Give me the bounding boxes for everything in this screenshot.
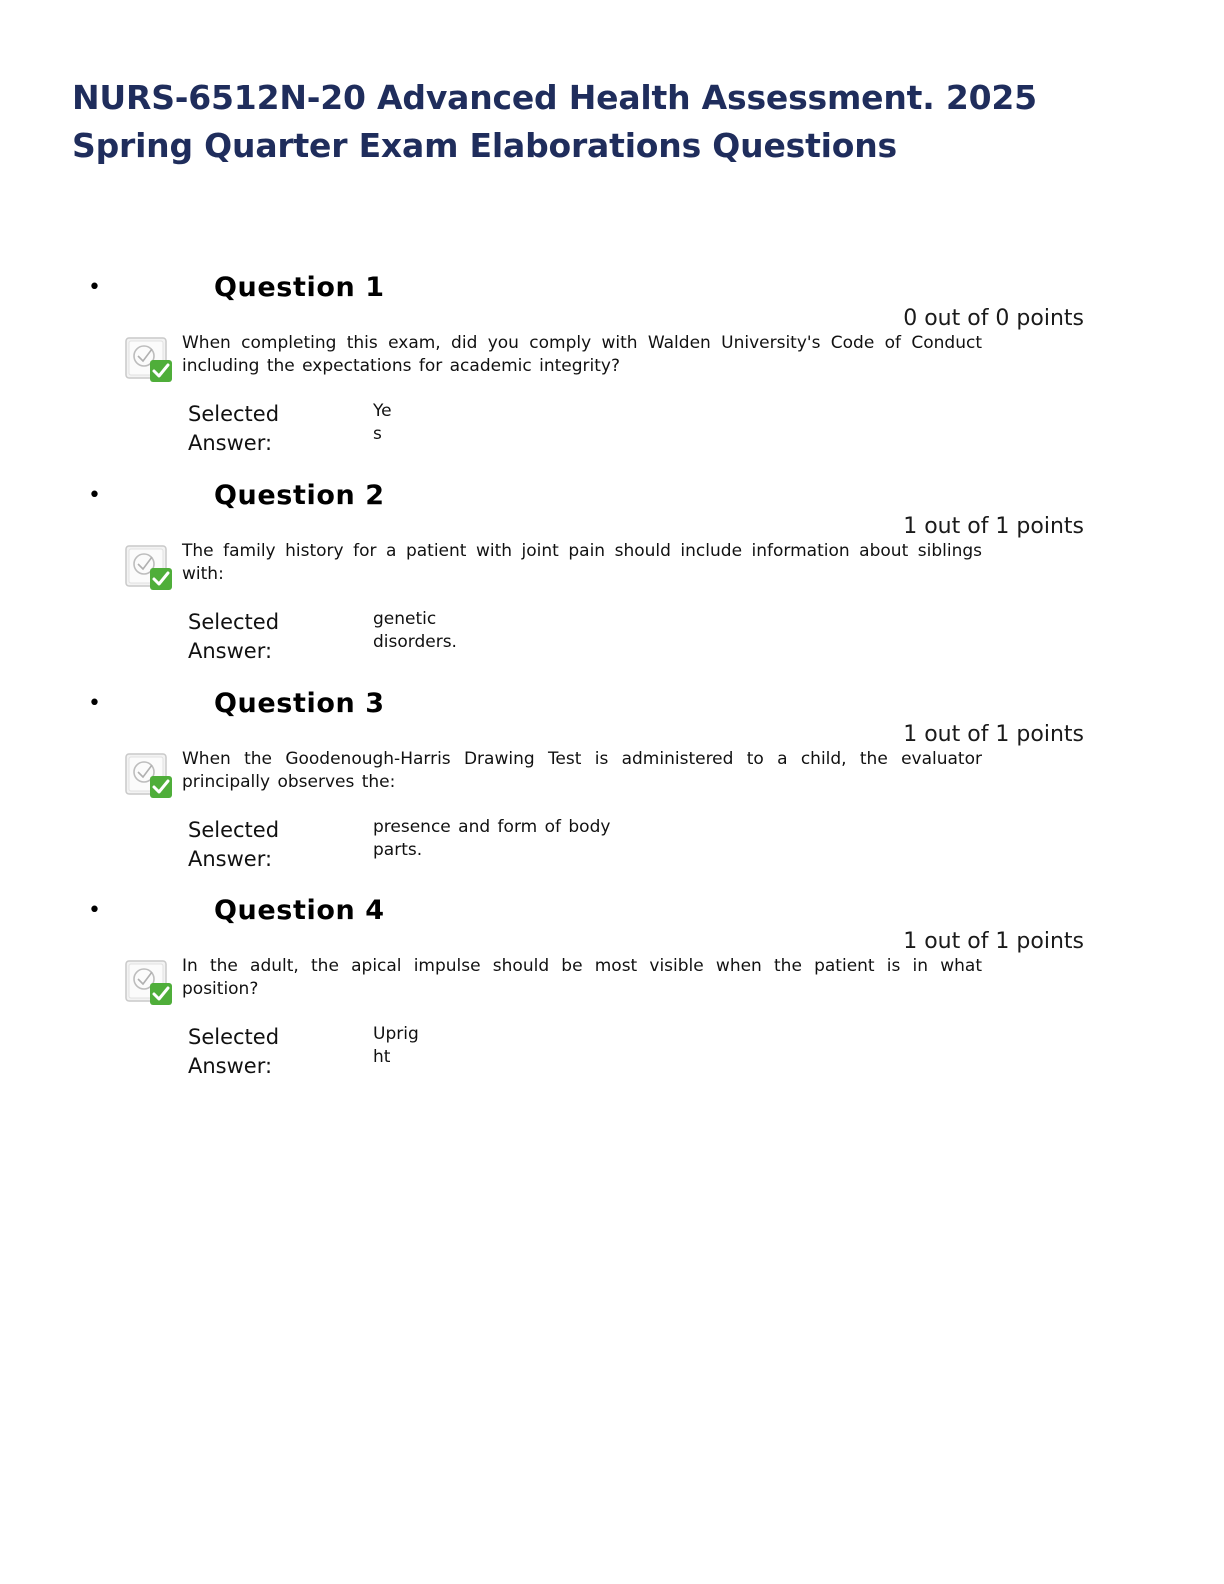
- bullet-marker: •: [88, 691, 101, 716]
- question-text: When completing this exam, did you comply with Walden University's Code of Conduct including the expectations for academic integrity?: [182, 333, 982, 376]
- question-block-2: [0, 480, 1224, 680]
- question-points: 0 out of 0 points: [903, 306, 1084, 331]
- correct-check-icon: [124, 334, 176, 386]
- answer-line: Ye: [373, 401, 392, 421]
- bullet-marker: •: [88, 275, 101, 300]
- answer-line: parts.: [373, 840, 423, 860]
- question-heading: Question 3: [214, 688, 385, 719]
- selected-answer-label: Selected Answer:: [188, 610, 280, 663]
- question-points: 1 out of 1 points: [903, 514, 1084, 539]
- question-text: The family history for a patient with joint pain should include information about siblings with:: [182, 541, 982, 584]
- question-block-1: [0, 272, 1224, 472]
- question-block-3: [0, 688, 1224, 888]
- selected-answer-label: Selected Answer:: [188, 1025, 280, 1078]
- question-points: 1 out of 1 points: [903, 722, 1084, 747]
- question-points: 1 out of 1 points: [903, 929, 1084, 954]
- answer-line: s: [373, 424, 382, 444]
- document-title: NURS-6512N-20 Advanced Health Assessment. 2025 Spring Quarter Exam Elaborations Questions: [72, 78, 1037, 165]
- correct-check-icon: [124, 750, 176, 802]
- answer-line: presence and form of body: [373, 817, 611, 837]
- selected-answer-value: [373, 400, 392, 446]
- answer-line: disorders.: [373, 632, 457, 652]
- correct-check-icon: [124, 542, 176, 594]
- question-heading: Question 4: [214, 895, 385, 926]
- selected-answer-label: Selected Answer:: [188, 818, 280, 871]
- bullet-marker: •: [88, 483, 101, 508]
- question-text: In the adult, the apical impulse should be most visible when the patient is in what position?: [182, 956, 982, 999]
- selected-answer-label: Selected Answer:: [188, 402, 280, 455]
- question-block-4: [0, 895, 1224, 1095]
- answer-line: Uprig: [373, 1024, 419, 1044]
- selected-answer-value: [373, 816, 610, 862]
- selected-answer-value: [373, 608, 457, 654]
- answer-line: genetic: [373, 609, 437, 629]
- question-heading: Question 2: [214, 480, 385, 511]
- selected-answer-value: [373, 1023, 419, 1069]
- bullet-marker: •: [88, 898, 101, 923]
- answer-line: ht: [373, 1047, 391, 1067]
- correct-check-icon: [124, 957, 176, 1009]
- question-text: When the Goodenough-Harris Drawing Test is administered to a child, the evaluator principally observes the:: [182, 749, 982, 792]
- question-heading: Question 1: [214, 272, 385, 303]
